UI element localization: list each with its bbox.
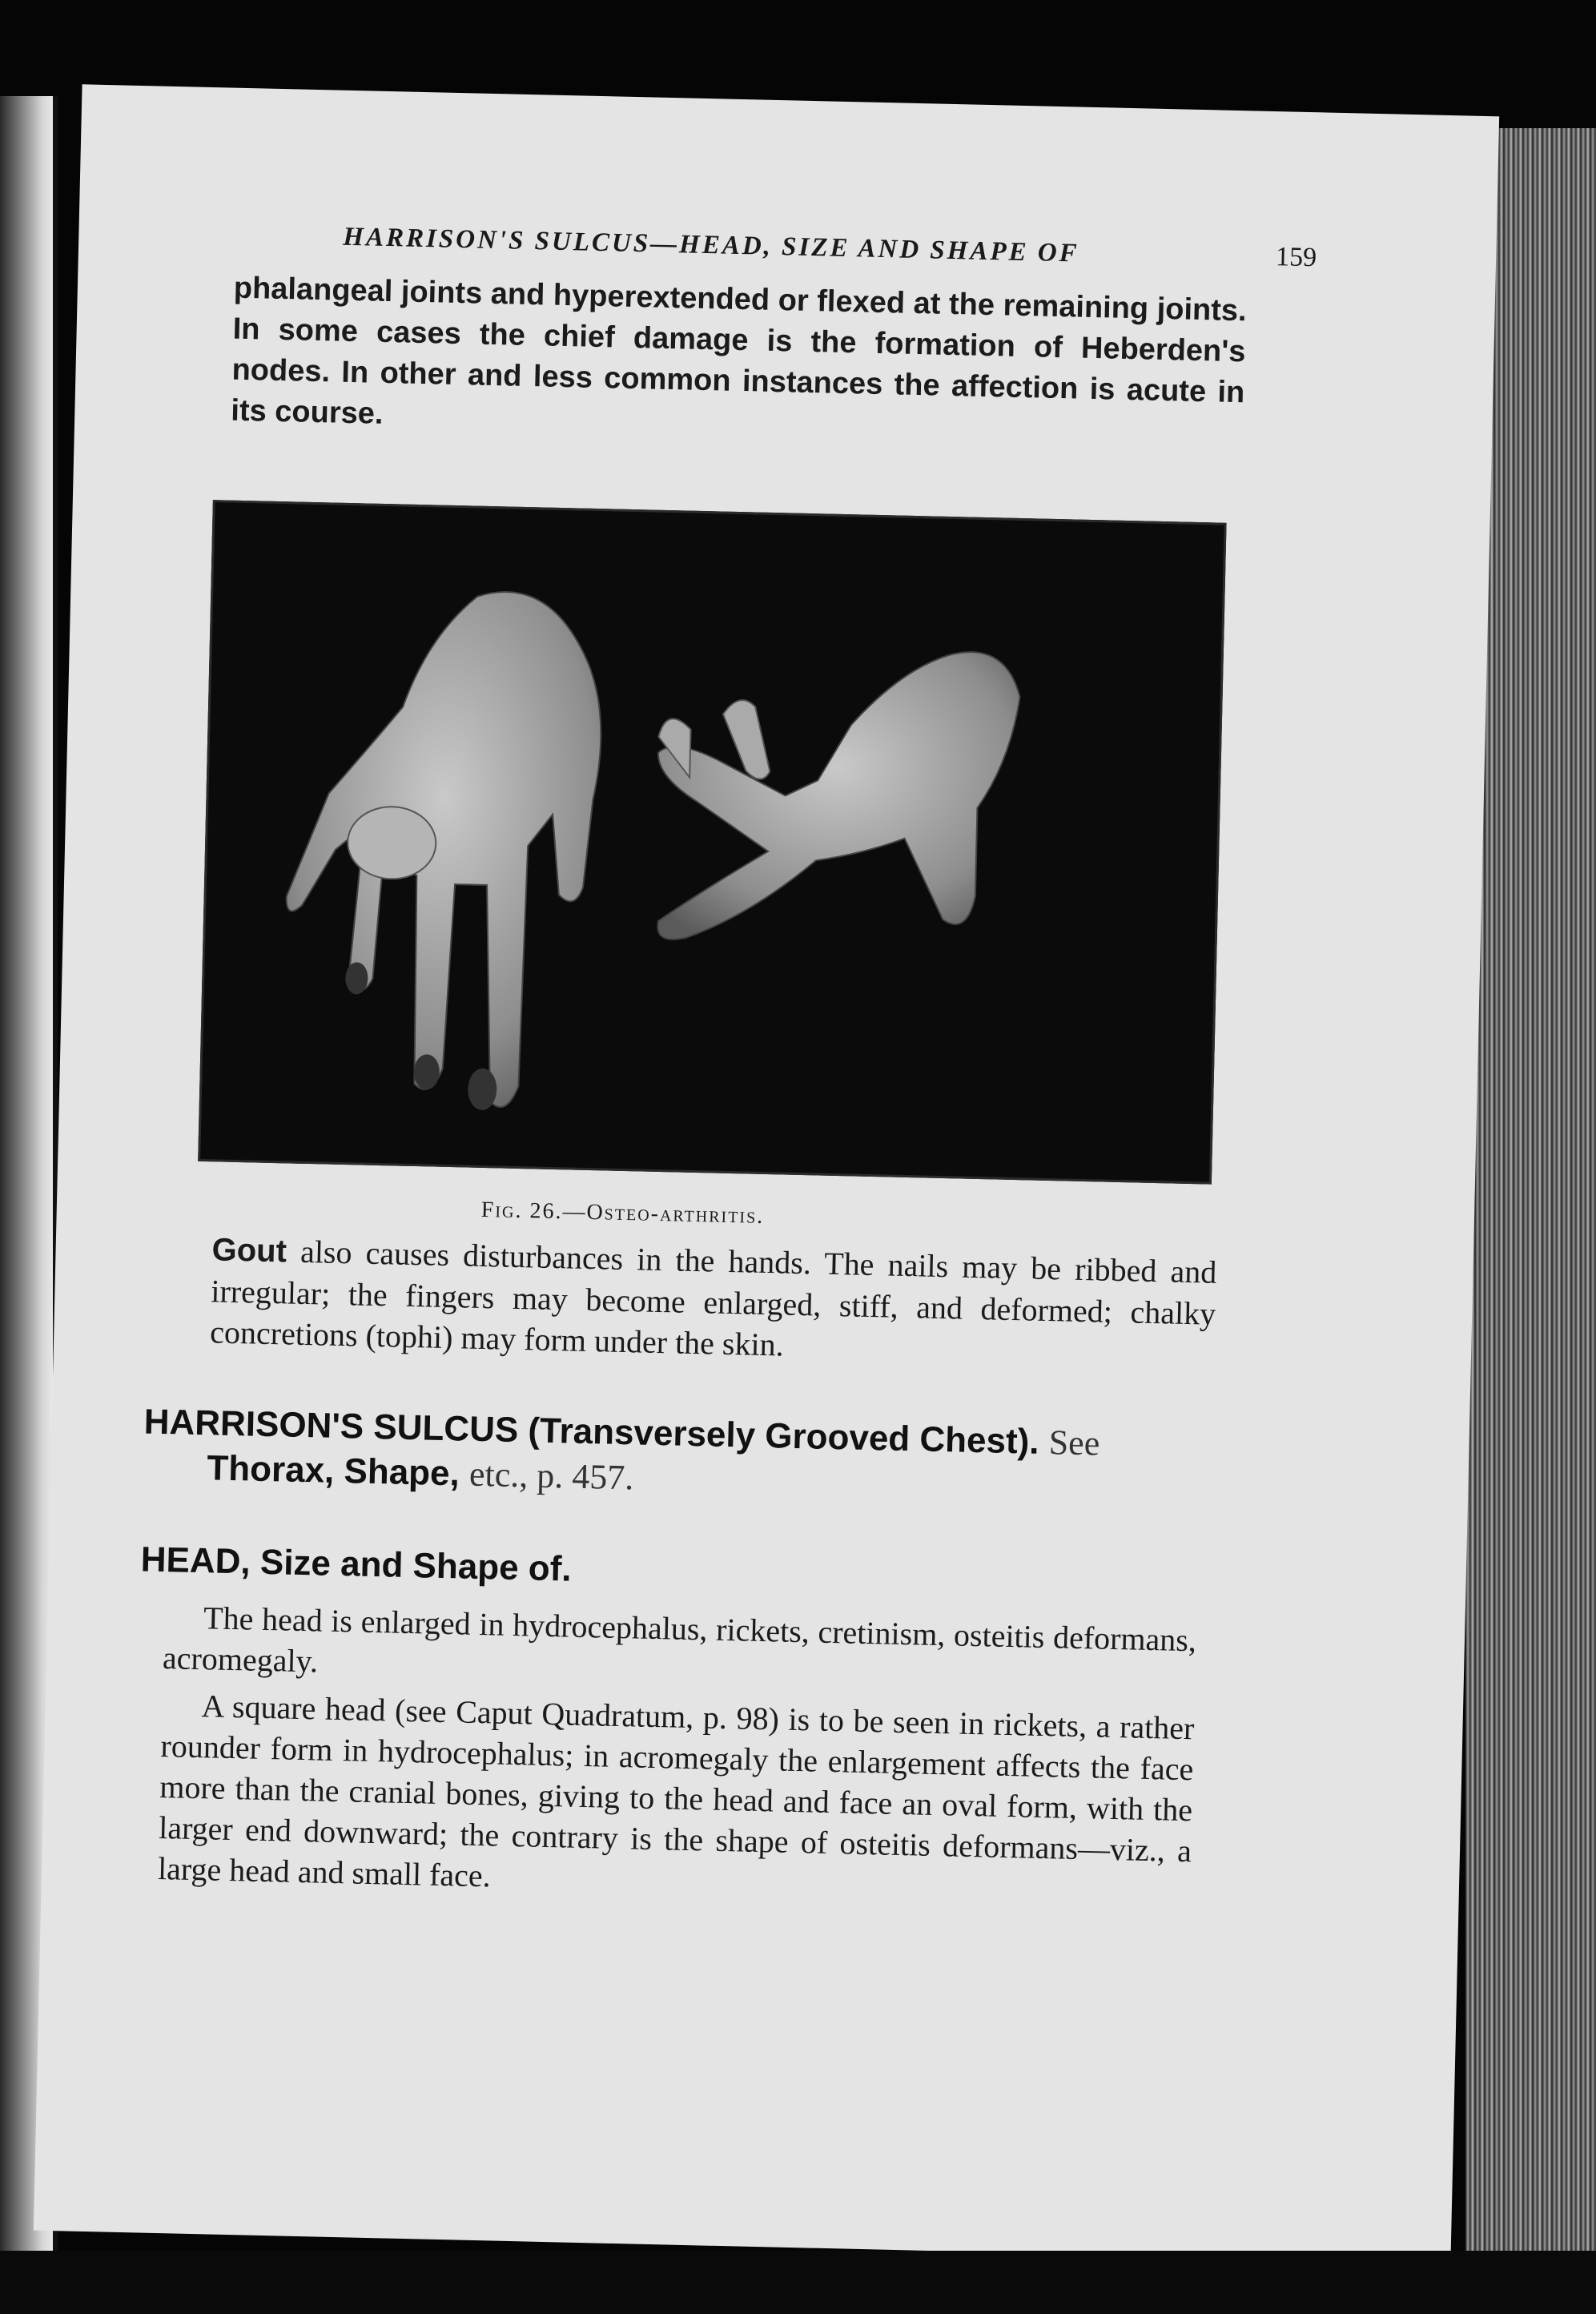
osteo-arthritis-photo	[198, 500, 1226, 1185]
paragraph-osteoarthritis-continued	[231, 268, 1247, 455]
reference-page: etc., p. 457.	[468, 1454, 634, 1498]
paragraph-text	[210, 1229, 1217, 1374]
entry-heading-head: HEAD, Size and Shape of.	[140, 1539, 573, 1589]
gout-description: also causes disturbances in the hands. The nails may be ribbed and irregular; the fingers may become enlarged, stiff, and deformed; chalky concretions (tophi) may form under the skin.	[209, 1233, 1217, 1363]
book-page	[34, 84, 1499, 2262]
hands-illustration	[200, 502, 1224, 1181]
paragraph-text: phalangeal joints and hyperextended or flexed at the remaining joints. In some cases the chief damage is the formation of Heberden's nodes. In other and less common instances the affection is acute in its course.	[230, 271, 1248, 431]
figure-caption: Fig. 26.—Osteo-arthritis.	[480, 1197, 765, 1229]
scan-border	[0, 2251, 1596, 2314]
paragraph-square-head	[158, 1684, 1195, 1912]
paragraph-text: A square head (see Caput Quadratum, p. 98) is to be seen in rickets, a rather rounder form in hydrocephalus; in acromegaly the enlargement affects the face more than the cranial bones, giving to the head and face an oval form, with the larger end downward; the contrary is the shape of osteitis deformans—viz., a large head and small face.	[157, 1688, 1195, 1894]
gout-term: Gout	[211, 1232, 287, 1270]
running-head: HARRISON'S SULCUS—HEAD, SIZE AND SHAPE OF	[342, 222, 1080, 268]
paragraph-head-enlarged	[163, 1596, 1197, 1701]
see-reference: See	[1048, 1423, 1100, 1463]
paragraph-text: The head is enlarged in hydrocephalus, rickets, cretinism, osteitis deformans, acromegaly.	[162, 1600, 1197, 1680]
heading-text: HARRISON'S SULCUS (Transversely Grooved Chest).	[143, 1402, 1040, 1462]
entry-heading-harrisons-sulcus	[143, 1399, 1217, 1513]
reference-link: Thorax, Shape,	[206, 1448, 460, 1494]
paragraph-gout	[210, 1229, 1217, 1374]
page-number: 159	[1275, 242, 1317, 273]
